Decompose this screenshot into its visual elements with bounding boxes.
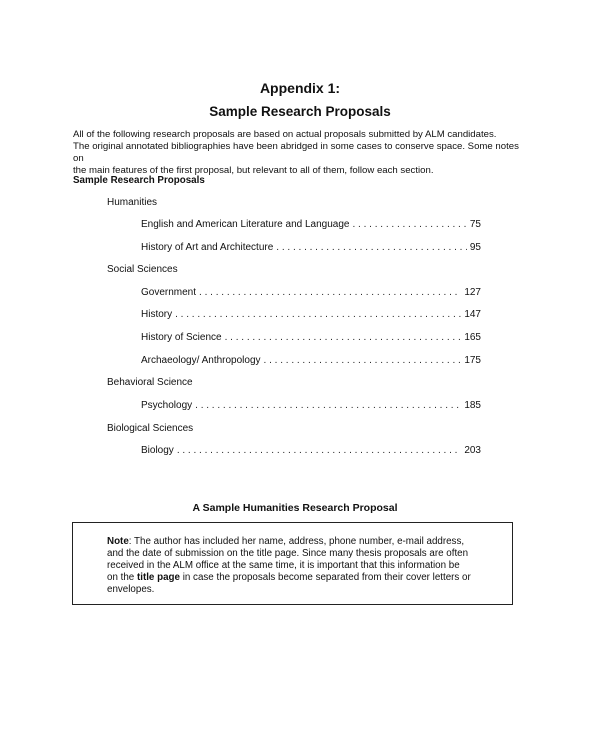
toc-entry-title: Government: [141, 287, 197, 298]
note-box: [72, 522, 513, 605]
dot-leader: [199, 287, 461, 298]
toc-entry-page: 95: [469, 242, 481, 253]
note-text: [107, 536, 487, 596]
note-line: and the date of submission on the title page. Since many thesis proposals are often: [107, 548, 469, 559]
toc-entry-title: Archaeology/ Anthropology: [141, 355, 261, 366]
note-label: Note: [107, 536, 129, 547]
intro-line: The original annotated bibliographies have been abridged in some cases to conserve space. Some notes on: [73, 141, 519, 164]
intro-line: the main features of the first proposal, but relevant to all of them, follow each section.: [73, 165, 434, 176]
toc-entry-title: History of Art and Architecture: [141, 242, 274, 253]
toc-entry-art-architecture[interactable]: [141, 242, 481, 253]
document-subtitle: Sample Research Proposals: [209, 104, 391, 119]
note-line: received in the ALM office at the same time, it is important that this information be: [107, 560, 460, 571]
note-line: on the: [107, 572, 137, 583]
toc-entry-history-of-science[interactable]: [141, 332, 481, 343]
dot-leader: [195, 400, 461, 411]
dot-leader: [225, 332, 462, 343]
sample-proposal-title: A Sample Humanities Research Proposal: [192, 502, 398, 514]
toc-entry-archaeology[interactable]: [141, 355, 481, 366]
toc-entry-psychology[interactable]: [141, 400, 481, 411]
toc-entry-history[interactable]: [141, 309, 481, 320]
toc-entry-page: 175: [464, 355, 481, 366]
note-emphasis: title page: [136, 572, 180, 583]
note-line: envelopes.: [107, 584, 155, 595]
toc-entry-page: 203: [464, 445, 481, 456]
dot-leader: [276, 242, 467, 253]
toc-entry-title: History: [141, 309, 173, 320]
dot-leader: [264, 355, 462, 366]
note-line: : The author has included her name, address, phone number, e-mail address,: [128, 536, 465, 547]
toc-section-label: Sample Research Proposals: [73, 175, 205, 186]
toc-entry-title: Psychology: [141, 400, 193, 411]
dot-leader: [352, 219, 466, 230]
toc-category-biological-sciences: Biological Sciences: [107, 423, 194, 434]
toc-entry-title: History of Science: [141, 332, 222, 343]
toc-entry-page: 185: [464, 400, 481, 411]
toc-entry-government[interactable]: [141, 287, 481, 298]
toc-entry-title: English and American Literature and Language: [141, 219, 350, 230]
toc-entry-title: Biology: [141, 445, 174, 456]
toc-entry-page: 75: [469, 219, 481, 230]
appendix-title: Appendix 1:: [259, 80, 341, 96]
toc-entry-page: 147: [464, 309, 481, 320]
toc-entry-page: 127: [464, 287, 481, 298]
dot-leader: [177, 445, 462, 456]
toc-category-humanities: Humanities: [107, 197, 158, 208]
toc-category-behavioral-science: Behavioral Science: [107, 377, 193, 388]
toc-entry-biology[interactable]: [141, 445, 481, 456]
toc-entry-english-literature[interactable]: [141, 219, 481, 230]
toc-entry-page: 165: [464, 332, 481, 343]
dot-leader: [175, 309, 461, 320]
intro-line: All of the following research proposals are based on actual proposals submitted by ALM candidates.: [73, 129, 497, 140]
toc-category-social-sciences: Social Sciences: [107, 264, 178, 275]
note-line: in case the proposals become separated from their cover letters or: [179, 572, 471, 583]
